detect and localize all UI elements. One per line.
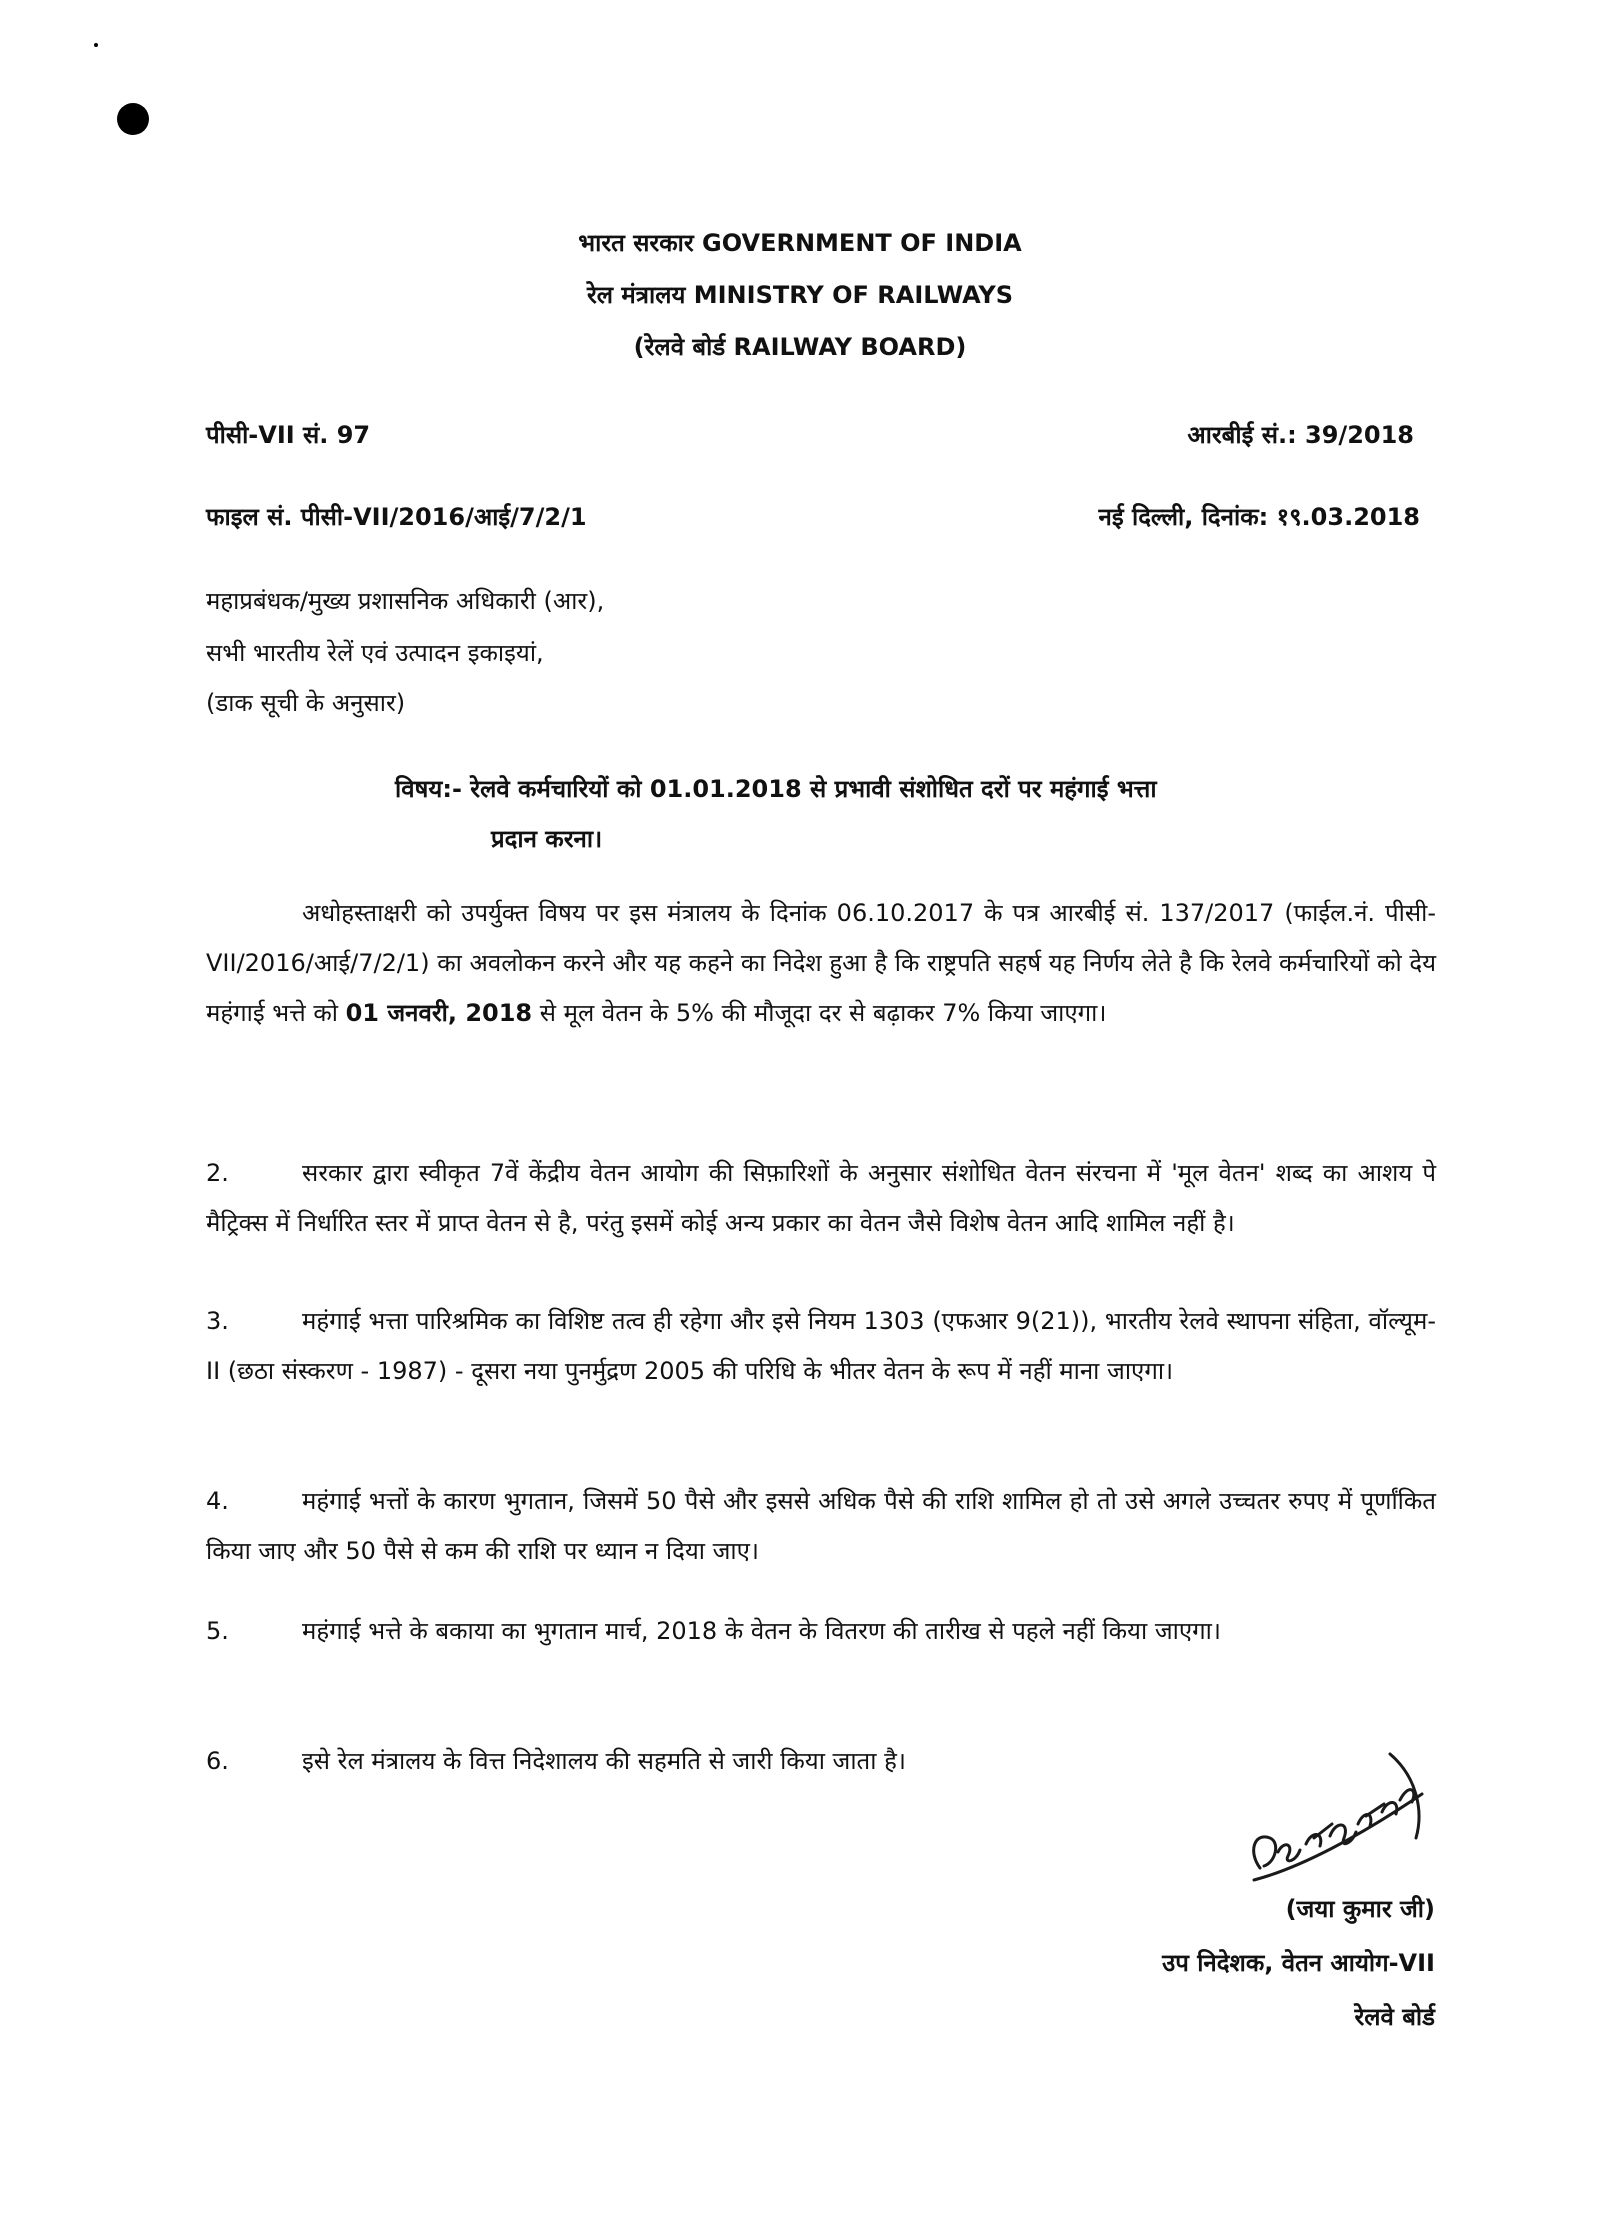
intro-effective-date: 01 जनवरी, 2018 [345, 999, 533, 1027]
signatory-name: (जया कुमार जी) [1285, 1895, 1435, 1923]
paragraph-text: महंगाई भत्ता पारिश्रमिक का विशिष्ट तत्व ही रहेगा और इसे नियम 1303 (एफआर 9(21)), भारतीय रेलवे स्थापना संहिता, वॉल्यूम-II (छठा संस्करण - 1987) - दूसरा नया पुनर्मुद्रण 2005 की परिधि के भीतर वेतन के रूप में नहीं माना जाएगा। [206, 1307, 1436, 1385]
punch-hole-mark [117, 103, 149, 135]
paragraph-3 [206, 1296, 1436, 1396]
paragraph-text: सरकार द्वारा स्वीकृत 7वें केंद्रीय वेतन आयोग की सिफ़ारिशों के अनुसार संशोधित वेतन संरचना में 'मूल वेतन' शब्द का आशय पे मैट्रिक्स में निर्धारित स्तर में प्राप्त वेतन से है, परंतु इसमें कोई अन्य प्रकार का वेतन जैसे विशेष वेतन आदि शामिल नहीं है। [206, 1159, 1436, 1237]
addressee-line-1: महाप्रबंधक/मुख्य प्रशासनिक अधिकारी (आर), [206, 587, 605, 615]
paragraph-number: 6. [206, 1747, 229, 1775]
paragraph-2 [206, 1148, 1436, 1248]
intro-text-2: से मूल वेतन के 5% की मौजूदा दर से बढ़ाकर 7% किया जाएगा। [532, 999, 1107, 1027]
addressee-line-2: सभी भारतीय रेलें एवं उत्पादन इकाइयां, [206, 639, 544, 667]
handwritten-signature [1240, 1740, 1440, 1890]
scan-speck [94, 43, 98, 47]
subject-line-2: प्रदान करना। [491, 825, 603, 853]
paragraph-4 [206, 1476, 1436, 1576]
intro-paragraph [206, 888, 1436, 1038]
rbe-number: आरबीई सं.: 39/2018 [1187, 421, 1414, 449]
file-number: फाइल सं. पीसी-VII/2016/आई/7/2/1 [206, 503, 587, 531]
paragraph-5 [206, 1606, 1436, 1656]
paragraph-text: इसे रेल मंत्रालय के वित्त निदेशालय की सहमति से जारी किया जाता है। [302, 1747, 906, 1775]
paragraph-number: 3. [206, 1307, 229, 1335]
subject [395, 764, 1435, 864]
addressee-line-3: (डाक सूची के अनुसार) [206, 689, 406, 717]
subject-line-1: विषय:- रेलवे कर्मचारियों को 01.01.2018 से प्रभावी संशोधित दरों पर महंगाई भत्ता [395, 775, 1157, 803]
intro-text-1: अधोहस्ताक्षरी को उपर्युक्त विषय पर इस मंत्रालय के दिनांक 06.10.2017 के पत्र आरबीई सं. 137/2017 (फाईल.नं. पीसी-VII/2016/आई/7/2/1) का अवलोकन करने और यह कहने का निदेश हुआ है कि राष्ट्रपति सहर्ष यह निर्णय लेते है कि रेलवे कर्मचारियों को देय महंगाई भत्ते को [206, 899, 1436, 1027]
paragraph-number: 5. [206, 1617, 229, 1645]
signatory-office: रेलवे बोर्ड [1354, 2003, 1435, 2031]
place-date: नई दिल्ली, दिनांक: १९.03.2018 [1098, 503, 1420, 531]
paragraph-text: महंगाई भत्ते के बकाया का भुगतान मार्च, 2018 के वेतन के वितरण की तारीख से पहले नहीं किया जाएगा। [302, 1617, 1221, 1645]
header-ministry: रेल मंत्रालय MINISTRY OF RAILWAYS [586, 281, 1014, 309]
signatory-designation: उप निदेशक, वेतन आयोग-VII [1162, 1949, 1435, 1977]
paragraph-text: महंगाई भत्तों के कारण भुगतान, जिसमें 50 पैसे और इससे अधिक पैसे की राशि शामिल हो तो उसे अगले उच्चतर रुपए में पूर्णांकित किया जाए और 50 पैसे से कम की राशि पर ध्यान न दिया जाए। [206, 1487, 1436, 1565]
header-board: (रेलवे बोर्ड RAILWAY BOARD) [633, 333, 967, 361]
header-government: भारत सरकार GOVERNMENT OF INDIA [578, 229, 1022, 257]
paragraph-number: 2. [206, 1159, 229, 1187]
pc-number: पीसी-VII सं. 97 [206, 421, 371, 449]
paragraph-number: 4. [206, 1487, 229, 1515]
